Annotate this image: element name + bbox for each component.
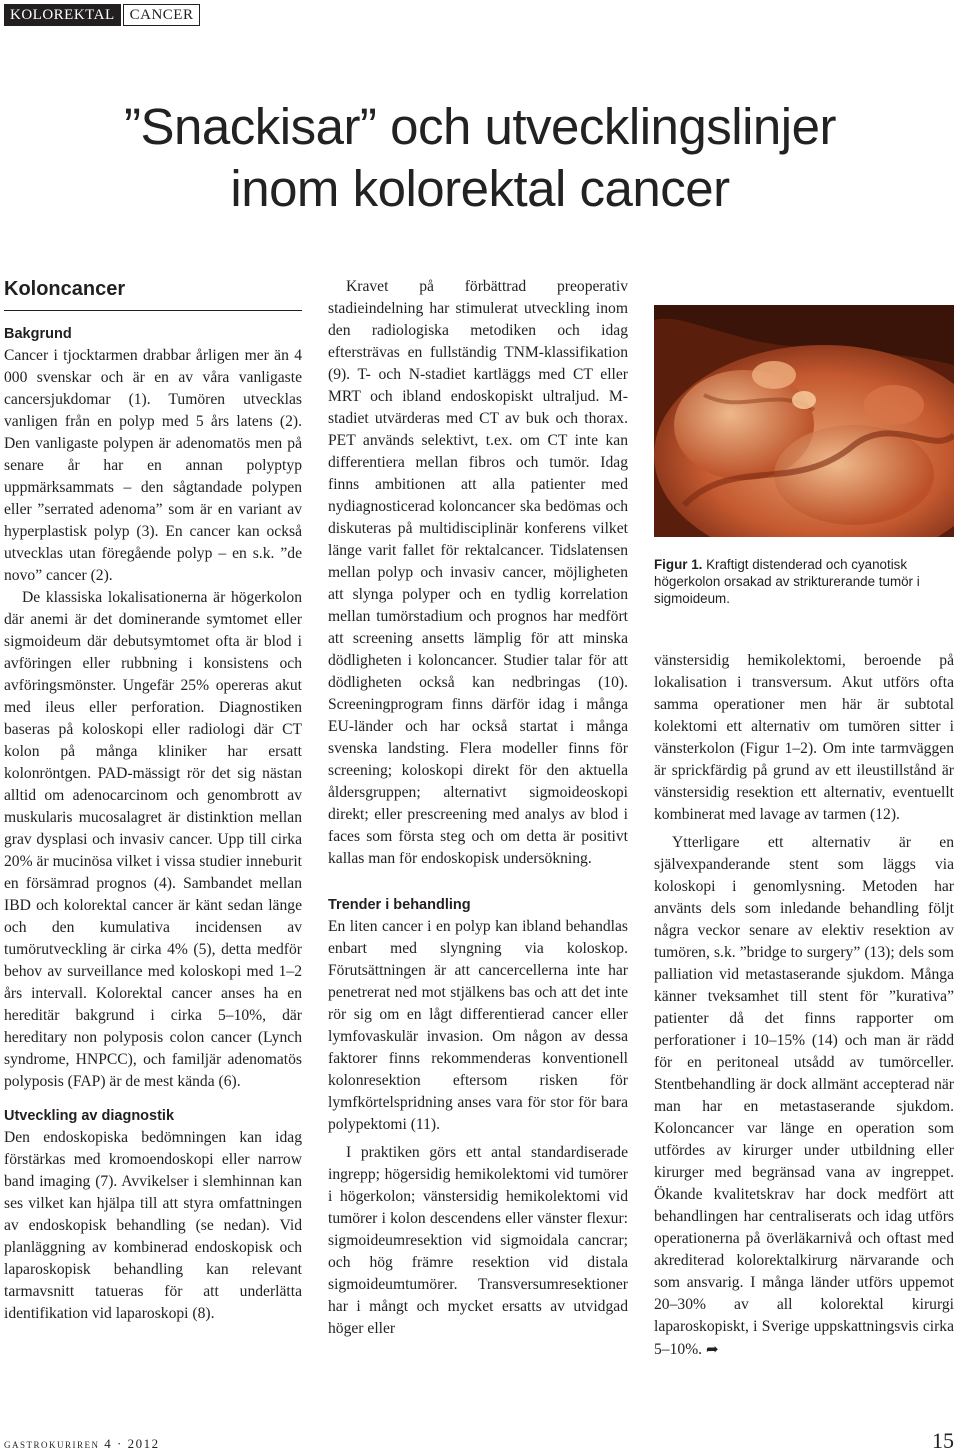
section-title: Koloncancer [4,276,302,311]
figure-photo [654,305,954,537]
paragraph: vänstersidig hemikolektomi, beroende på lokalisation i transversum. Akut utförs ofta samma operationer men här är subtotal kolektomi ett alternativ om tumören sitter i vänsterkolon (Figur 1–2). Om inte tarmväggen är sprickfärdig på grund av ett ileustillstånd är vänstersidig resektion ett alternativ, eventuellt kombinerat med lavage av tarmen (12). [654,652,954,823]
column-left [4,276,302,1325]
paragraph: Den endoskopiska bedömningen kan idag förstärkas med kromoendoskopi eller narrow band imaging (7). Avvikelser i slemhinnan kan ses vilket kan hjälpa till att styra omfattningen av endoskopisk behandling (se nedan). Vid planläggning av kombinerad endoskopisk och laparoskopisk behandling kan relevant tarmavsnitt tatueras för att underlätta identifikation vid laparoskopi (8). [4,1129,302,1322]
paragraph: Ytterligare ett alternativ är en självexpanderande stent som läggs via koloskopi i genomlysning. Metoden har använts dels som inledande behandling följt några veckor senare av elektiv resektion av tumören, s.k. ”bridge to surgery” (13); dels som palliation vid metastaserande sjukdom. Många känner tveksamhet till stent för ”kurativa” patienter då det finns rapporter om perforationer i 10–15% (14) och man är rädd för en peritoneal utsådd av tumörceller. Stentbehandling är dock allmänt accepterad när man har en metastaserande sjukdom. Koloncancer var länge en operation som utfördes av kirurger under utbildning eller kirurger med begränsad vana av ingreppet. Ökande kvalitetskrav har dock medfört att behandlingen har centraliserats och idag utförs operationerna på överläkarnivå och oftast med akrediterad kolorektalkirurg närvarande och som ansvarig. I många länder utförs uppemot 20–30% av all kolorektal kirurgi laparoskopiskt, i Sverige uppskattningsvis cirka 5–10%. [654,834,954,1358]
page-number: 15 [932,1428,954,1453]
heading-bakgrund: Bakgrund [4,326,72,342]
heading-diagnostik: Utveckling av diagnostik [4,1108,175,1124]
section-tag [4,4,200,26]
figure-label: Figur 1. [654,557,703,572]
paragraph: I praktiken görs ett antal standardiserade ingrepp; högersidig hemikolektomi vid tumörer i högerkolon; vänstersidig hemikolektomi vid tumörer i kolon descendens eller vänster flexur: sigmoideumresektion vid sigmoidala cancrar; och hög främre resektion vid distala sigmoideumtumörer. Transversumresektioner har i mångt och mycket ersatts av utvidgad höger eller [328,1144,628,1337]
title-line-2: inom kolorektal cancer [230,160,730,217]
paragraph: Cancer i tjocktarmen drabbar årligen mer än 4 000 svenskar och är en av våra vanligaste cancersjukdomar (1). Tumören utvecklas vanligen från en polyp med 5 års latens (2). Den vanligaste polypen är adenomatös men på senare år har en annan polyptyp uppmärksammats – den sågtandade polypen eller ”serrated adenoma” som är en variant av hyperplastisk polyp (3). En cancer kan också utvecklas utan föregående polyp – en s.k. ”de novo” cancer (2). [4,347,302,584]
colon-photo-illustration [654,305,954,537]
heading-trender: Trender i behandling [328,897,471,913]
column-right [654,650,954,1361]
column-middle [328,276,628,1340]
tag-cancer: CANCER [123,4,201,26]
title-line-1: ”Snackisar” och utvecklingslinjer [124,98,836,155]
figure-caption-text: Kraftigt distenderad och cyanotisk högerkolon orsakad av strikturerande tumör i sigmoideum. [654,557,920,606]
figure-caption [654,556,954,607]
paragraph: En liten cancer i en polyp kan ibland behandlas enbart med slyngning via koloskop. Förutsättningen är att cancercellerna inte har penetrerat ned mot stjälkens bas och att det inte rör sig om en lågt differentierad cancer eller lymfovaskulär invasion. Om någon av dessa faktorer finns rekommenderas konventionell kolonresektion eftersom risken för lymfkörtelspridning anses vara för stor för bara polypektomi (11). [328,918,628,1133]
continue-arrow-icon: ➦ [705,1340,719,1358]
paragraph: De klassiska lokalisationerna är högerkolon där anemi är det dominerande symtomet eller sigmoideum där debutsymtomet ofta är blod i avföringen eller rubbning i konsistens och avföringsmönster. Ungefär 25% opereras akut med ileus eller perforation. Diagnostiken baseras på koloskopi eller radiologi där CT kolon på många kliniker har ersatt kolonröntgen. PAD-mässigt rör det sig nästan alltid om adenocarcinom och genombrott av muskularis mucosalagret är distinktion mellan grav dysplasi och invasiv cancer. Upp till cirka 20% är mucinösa vilket i vissa studier inneburit en försämrad prognos (4). Sambandet mellan IBD och kolorektal cancer är känt sedan länge och den kumulativa incidensen av tumörutveckling är cirka 4% (5), detta medför behov av surveillance med koloskopi med 1–2 års intervall. Kolorektal cancer anses ha en hereditär bakgrund i cirka 5–10%, där hereditary non polyposis colon cancer (Lynch syndrome, HNPCC), och familjär adenomatös polyposis (FAP) är de mest kända (6). [4,589,302,1090]
journal-name: gastrokuriren 4 · 2012 [4,1436,160,1451]
paragraph: Kravet på förbättrad preoperativ stadieindelning har stimulerat utveckling inom den radiologiska metodiken och idag eftersträvas en fullständig TNM-klassifikation (9). T- och N-stadiet kartläggs med CT eller MRT och ibland endoskopiskt ultraljud. M-stadiet utvärderas med CT av buk och thorax. PET används selektivt, t.ex. om CT inte kan differentiera mellan fibros och tumör. Idag finns ambitionen att alla patienter med nydiagnosticerad koloncancer ska bedömas och diskuteras på multidisciplinär konferens vilket länge varit fallet för rektalcancer. Tidslatensen mellan polyp och invasiv cancer, möjligheten att slynga polyper och en tydlig korrelation mellan tumörstadium och prognos har medfört att screening ansetts lämplig för att minska dödligheten i koloncancer. Studier talar för att dödligheten också kan nedbringas (10). Screeningprogram finns därför idag i många EU-länder och har också startat i många svenska landsting. Flera modeller finns för screening; koloskopi direkt för den aktuella åldersgruppen; alternativt sigmoideoskopi direkt; eller prescreening med analys av blod i faces som första steg och om detta är positivt kallas man för endoskopisk undersökning. [328,278,628,867]
tag-kolorektal: KOLOREKTAL [4,4,121,26]
page-footer [4,1428,954,1453]
page-title [0,96,960,220]
